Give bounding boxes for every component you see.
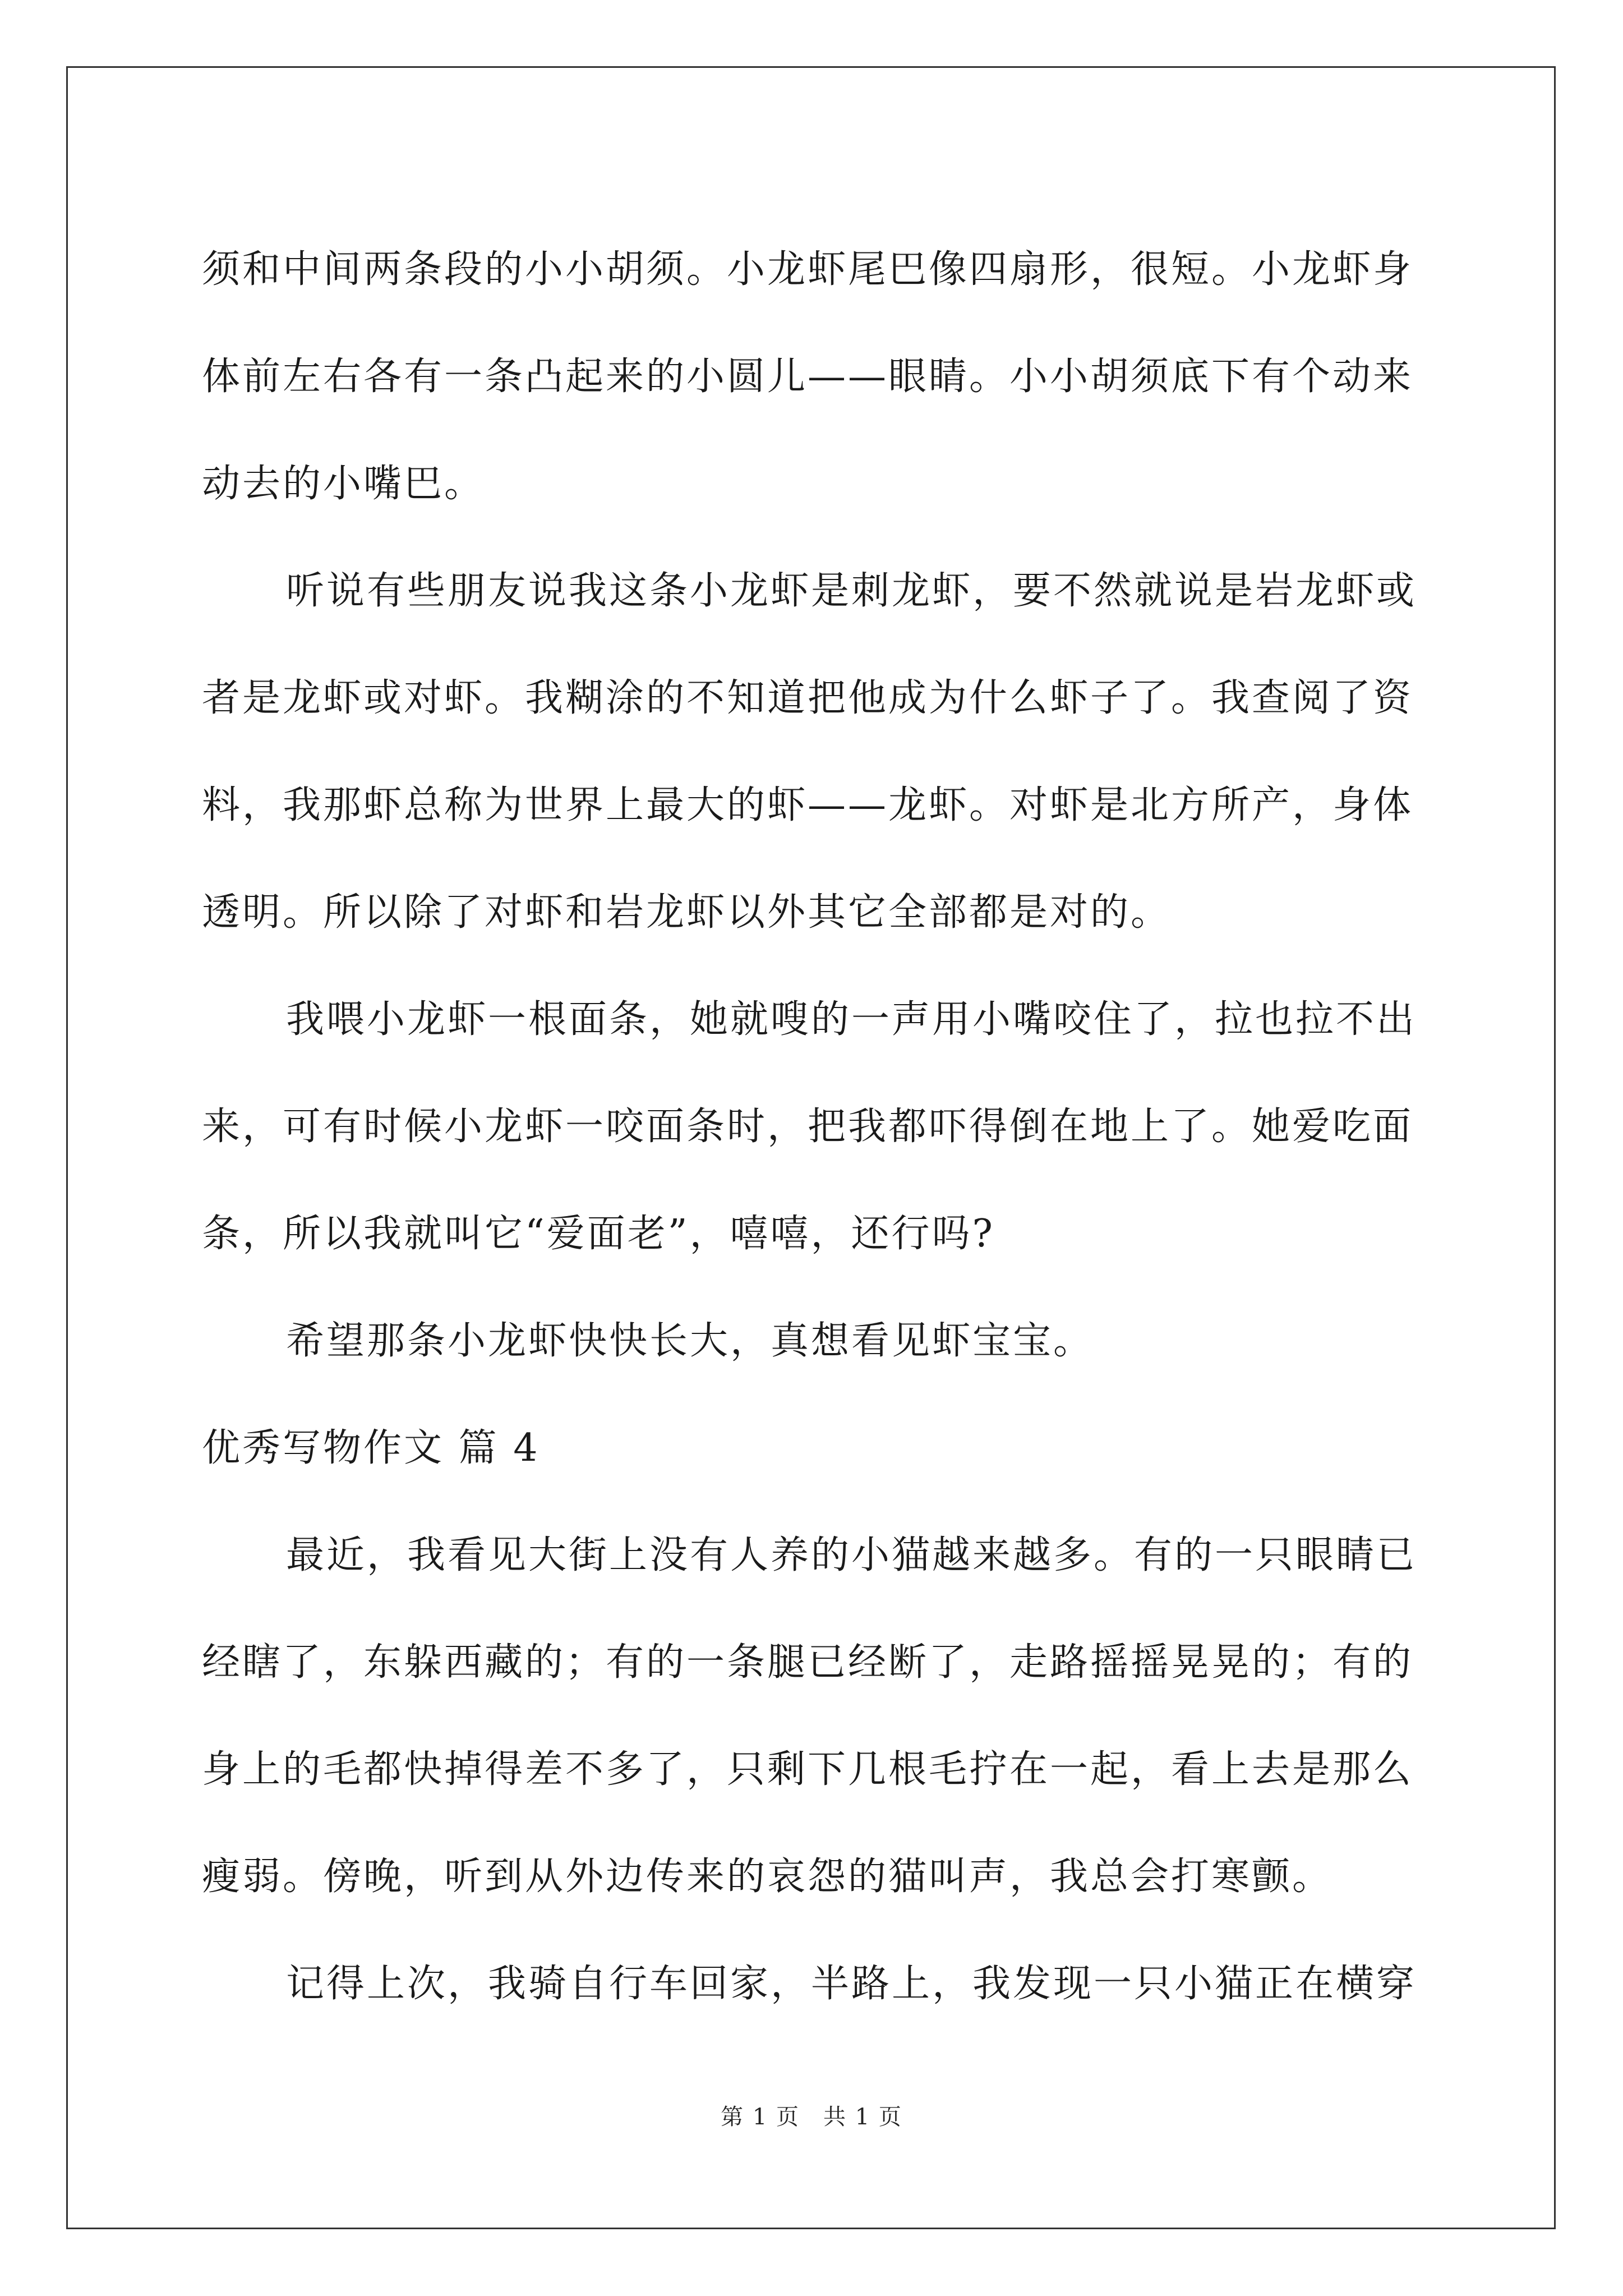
text-line: 者是龙虾或对虾。我糊涂的不知道把他成为什么虾子了。我查阅了资 [202,676,1414,720]
paragraph-start-line: 最近，我看见大街上没有人养的小猫越来越多。有的一只眼睛已 [286,1533,1417,1577]
text-line: 经瞎了，东躲西藏的；有的一条腿已经断了，走路摇摇晃晃的；有的 [202,1640,1414,1685]
text-line: 身上的毛都快掉得差不多了，只剩下几根毛拧在一起，看上去是那么 [202,1747,1414,1792]
document-body [202,216,1430,2037]
section-heading: 优秀写物作文 篇 4 [202,1426,540,1470]
paragraph-start-line: 希望那条小龙虾快快长大，真想看见虾宝宝。 [286,1319,1094,1363]
text-line: 动去的小嘴巴。 [202,462,485,506]
text-line: 条，所以我就叫它“爱面老”，嘻嘻，还行吗? [202,1212,995,1256]
paragraph-start-line: 记得上次，我骑自行车回家，半路上，我发现一只小猫正在横穿 [286,1962,1417,2006]
text-line: 来，可有时候小龙虾一咬面条时，把我都吓得倒在地上了。她爱吃面 [202,1105,1414,1149]
text-line: 透明。所以除了对虾和岩龙虾以外其它全部都是对的。 [202,890,1172,935]
page-footer: 第 1 页 共 1 页 [721,2104,902,2130]
text-line: 体前左右各有一条凸起来的小圆儿——眼睛。小小胡须底下有个动来 [202,355,1414,399]
paragraph-start-line: 听说有些朋友说我这条小龙虾是刺龙虾，要不然就说是岩龙虾或 [286,569,1417,613]
text-line: 须和中间两条段的小小胡须。小龙虾尾巴像四扇形，很短。小龙虾身 [202,247,1414,292]
paragraph-start-line: 我喂小龙虾一根面条，她就嗖的一声用小嘴咬住了，拉也拉不出 [286,997,1417,1042]
text-line: 料，我那虾总称为世界上最大的虾——龙虾。对虾是北方所产，身体 [202,783,1414,827]
text-line: 瘦弱。傍晚，听到从外边传来的哀怨的猫叫声，我总会打寒颤。 [202,1855,1333,1899]
